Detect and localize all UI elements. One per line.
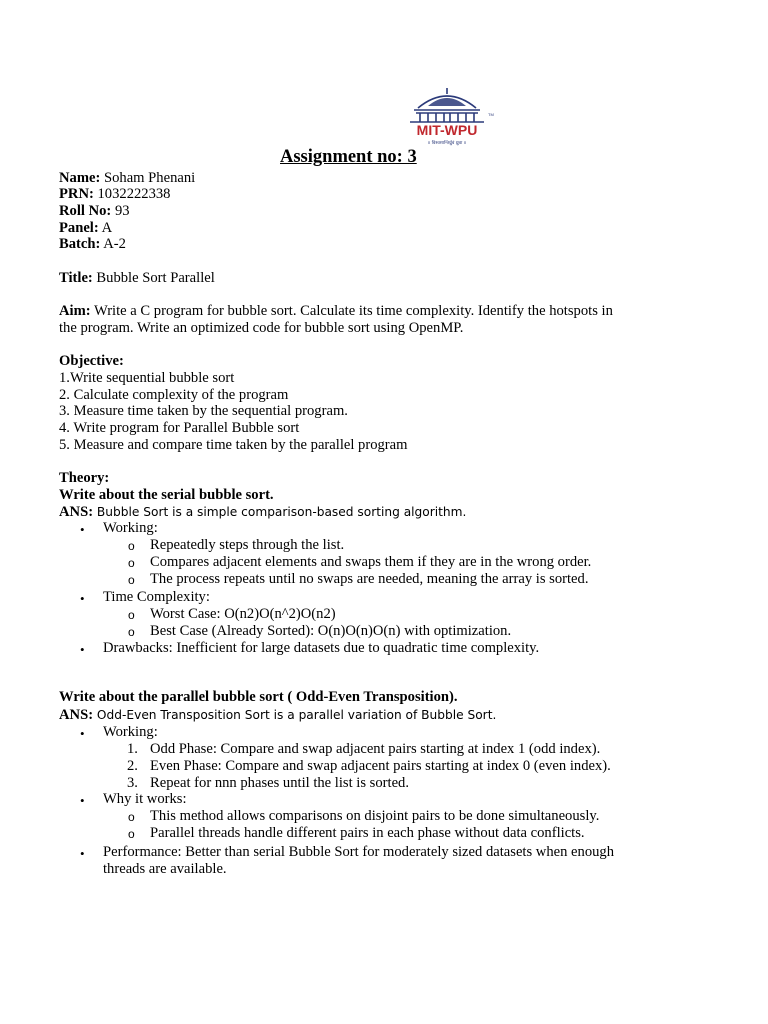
serial-question: Write about the serial bubble sort. <box>59 487 274 503</box>
aim-line-2: the program. Write an optimized code for bubble sort using OpenMP. <box>59 320 464 336</box>
list-number: 1. <box>127 741 138 757</box>
list-item: Even Phase: Compare and swap adjacent pairs starting at index 0 (even index). <box>150 758 611 774</box>
objective-item: 2. Calculate complexity of the program <box>59 387 289 403</box>
ans-text: Bubble Sort is a simple comparison-based sorting algorithm. <box>93 505 467 519</box>
bullet-icon: • <box>80 726 85 741</box>
mit-wpu-logo <box>398 86 496 148</box>
bullet-icon: • <box>80 793 85 808</box>
list-item: Worst Case: O(n2)O(n^2)O(n2) <box>150 606 336 622</box>
list-number: 2. <box>127 758 138 774</box>
objective-item: 1.Write sequential bubble sort <box>59 370 235 386</box>
detail-label: PRN: <box>59 186 94 202</box>
detail-roll <box>59 203 130 220</box>
parallel-working: Working: <box>103 724 158 740</box>
list-item: Odd Phase: Compare and swap adjacent pairs starting at index 1 (odd index). <box>150 741 601 757</box>
detail-value: Soham Phenani <box>100 170 196 186</box>
sub-bullet-icon: o <box>128 608 135 622</box>
detail-value: 1032222338 <box>93 186 171 202</box>
list-item: Repeatedly steps through the list. <box>150 537 345 553</box>
serial-drawbacks: Drawbacks: Inefficient for large datasets due to quadratic time complexity. <box>103 640 540 656</box>
objective-heading: Objective: <box>59 353 124 369</box>
detail-value: A <box>98 220 113 236</box>
detail-label: Roll No: <box>59 203 112 219</box>
aim-line-1 <box>59 303 613 320</box>
detail-prn <box>59 186 170 203</box>
list-item: Repeat for nnn phases until the list is sorted. <box>150 775 409 791</box>
aim-label: Aim: <box>59 303 91 319</box>
detail-value: A-2 <box>100 236 126 252</box>
logo-tagline: ॥ विश्वशान्तिर्ध्रुवं ध्रुवा ॥ <box>427 141 467 146</box>
logo-tm: TM <box>488 112 494 117</box>
list-item: Compares adjacent elements and swaps them if they are in the wrong order. <box>150 554 592 570</box>
detail-batch <box>59 236 126 253</box>
bullet-icon: • <box>80 522 85 537</box>
list-item: Best Case (Already Sorted): O(n)O(n)O(n) with optimization. <box>150 623 512 639</box>
aim-text: Write a C program for bubble sort. Calculate its time complexity. Identify the hotspots in <box>90 303 613 319</box>
assignment-title <box>59 270 215 287</box>
sub-bullet-icon: o <box>128 827 135 841</box>
logo-wordmark: MIT-WPU <box>416 122 478 138</box>
bullet-icon: • <box>80 642 85 657</box>
serial-complexity: Time Complexity: <box>103 589 210 605</box>
objective-item: 4. Write program for Parallel Bubble sort <box>59 420 300 436</box>
sub-bullet-icon: o <box>128 556 135 570</box>
sub-bullet-icon: o <box>128 810 135 824</box>
bullet-icon: • <box>80 846 85 861</box>
list-item: This method allows comparisons on disjoint pairs to be done simultaneously. <box>150 808 600 824</box>
page-title: Assignment no: 3 <box>280 147 417 167</box>
title-value: Bubble Sort Parallel <box>92 270 215 286</box>
title-label: Title: <box>59 270 93 286</box>
theory-heading: Theory: <box>59 470 110 486</box>
sub-bullet-icon: o <box>128 573 135 587</box>
detail-name <box>59 170 195 187</box>
detail-label: Name: <box>59 170 101 186</box>
serial-working: Working: <box>103 520 158 536</box>
parallel-why: Why it works: <box>103 791 187 807</box>
detail-label: Batch: <box>59 236 101 252</box>
bullet-icon: • <box>80 591 85 606</box>
detail-panel <box>59 220 112 237</box>
detail-value: 93 <box>111 203 130 219</box>
parallel-question: Write about the parallel bubble sort ( Odd-Even Transposition). <box>59 689 458 705</box>
sub-bullet-icon: o <box>128 539 135 553</box>
ans-text: Odd-Even Transposition Sort is a parallel variation of Bubble Sort. <box>93 708 497 722</box>
ans-label: ANS: <box>59 504 94 520</box>
objective-item: 5. Measure and compare time taken by the parallel program <box>59 437 408 453</box>
parallel-answer <box>59 707 496 724</box>
detail-label: Panel: <box>59 220 99 236</box>
sub-bullet-icon: o <box>128 625 135 639</box>
list-item: Parallel threads handle different pairs in each phase without data conflicts. <box>150 825 585 841</box>
list-number: 3. <box>127 775 138 791</box>
objective-item: 3. Measure time taken by the sequential program. <box>59 403 348 419</box>
serial-answer <box>59 504 466 521</box>
parallel-performance-1: Performance: Better than serial Bubble Sort for moderately sized datasets when enough <box>103 844 615 860</box>
parallel-performance-2: threads are available. <box>103 861 227 877</box>
ans-label: ANS: <box>59 707 94 723</box>
list-item: The process repeats until no swaps are needed, meaning the array is sorted. <box>150 571 589 587</box>
